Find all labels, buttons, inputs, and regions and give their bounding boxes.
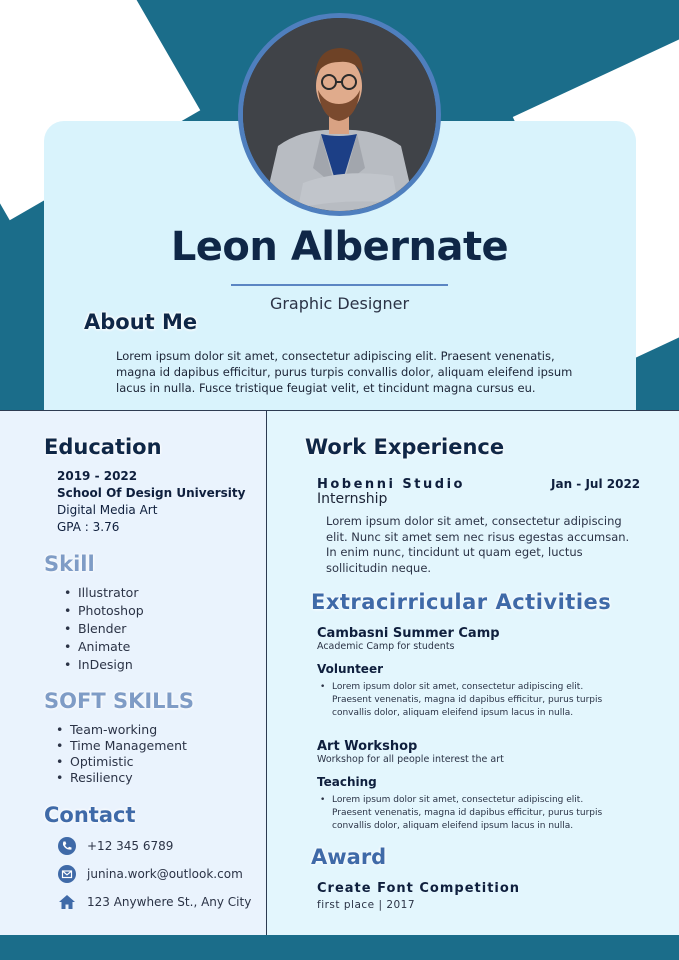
activity-bullet: • Lorem ipsum dolor sit amet, consectetur adipiscing elit. Praesent venenatis, magna id dapibus efficitur, purus turpis convallis dolor, aliquam eleifend ipsum lacus in nulla. bbox=[320, 794, 620, 833]
work-description: Lorem ipsum dolor sit amet, consectetur adipiscing elit. Nunc sit amet sem nec risus egestas accumsan. In enim nunc, tincidunt ut quam eget, luctus sollicitudin neque. bbox=[326, 514, 630, 575]
list-item: • Blender bbox=[64, 621, 144, 636]
list-item: • Time Management bbox=[56, 738, 187, 753]
work-date: Jan - Jul 2022 bbox=[551, 477, 641, 491]
person-name: Leon Albernate bbox=[170, 224, 509, 270]
activity-subtitle: Workshop for all people interest the art bbox=[317, 754, 504, 765]
list-item: • Illustrator bbox=[64, 585, 144, 600]
contact-email bbox=[57, 864, 243, 884]
list-item: • Team-working bbox=[56, 722, 187, 737]
contact-phone bbox=[57, 836, 173, 856]
about-heading: About Me bbox=[84, 310, 198, 334]
address-text: 123 Anywhere St., Any City bbox=[87, 895, 252, 909]
award-heading: Award bbox=[311, 845, 387, 869]
education-gpa: GPA : 3.76 bbox=[57, 520, 120, 534]
phone-text: +12 345 6789 bbox=[87, 839, 174, 853]
job-title: Graphic Designer bbox=[269, 294, 410, 313]
activity-title: Cambasni Summer Camp bbox=[317, 626, 500, 641]
education-heading: Education bbox=[44, 435, 162, 459]
phone-icon bbox=[57, 836, 77, 856]
education-years: 2019 - 2022 bbox=[57, 469, 138, 483]
activity-role: Volunteer bbox=[317, 662, 384, 676]
list-item: • Photoshop bbox=[64, 603, 144, 618]
award-subtitle: first place | 2017 bbox=[317, 899, 416, 911]
contact-heading: Contact bbox=[44, 803, 136, 827]
activity-bullet: • Lorem ipsum dolor sit amet, consectetur adipiscing elit. Praesent venenatis, magna id dapibus efficitur, purus turpis convallis dolor, aliquam eleifend ipsum lacus in nulla. bbox=[320, 681, 620, 720]
email-icon bbox=[57, 864, 77, 884]
work-company: Hobenni Studio bbox=[317, 477, 465, 492]
person-portrait-icon bbox=[243, 18, 436, 211]
award-title: Create Font Competition bbox=[317, 881, 521, 896]
skill-heading: Skill bbox=[44, 552, 95, 576]
name-divider bbox=[231, 284, 448, 286]
skill-list bbox=[64, 585, 144, 672]
list-item: • InDesign bbox=[64, 657, 144, 672]
soft-skills-list bbox=[56, 722, 187, 785]
home-icon bbox=[57, 892, 77, 912]
education-school: School Of Design University bbox=[57, 486, 246, 500]
profile-photo bbox=[238, 13, 441, 216]
list-item: • Optimistic bbox=[56, 754, 187, 769]
activity-title: Art Workshop bbox=[317, 739, 418, 754]
activity-subtitle: Academic Camp for students bbox=[317, 641, 455, 652]
about-text: Lorem ipsum dolor sit amet, consectetur adipiscing elit. Praesent venenatis, magna id dapibus efficitur, purus turpis convallis dolor, aliquam eleifend ipsum lacus in nulla. Fusce tristique feugiat velit, et tincidunt magna cursus eu. bbox=[116, 349, 573, 395]
work-heading: Work Experience bbox=[305, 435, 505, 459]
email-text: junina.work@outlook.com bbox=[87, 867, 243, 881]
education-major: Digital Media Art bbox=[57, 503, 158, 517]
list-item: • Animate bbox=[64, 639, 144, 654]
extracurricular-heading: Extracirricular Activities bbox=[311, 590, 612, 614]
contact-address bbox=[57, 892, 251, 912]
work-role: Internship bbox=[317, 491, 388, 507]
list-item: • Resiliency bbox=[56, 770, 187, 785]
footer-bar bbox=[0, 935, 679, 960]
soft-skills-heading: SOFT SKILLS bbox=[44, 689, 195, 713]
activity-role: Teaching bbox=[317, 775, 377, 789]
